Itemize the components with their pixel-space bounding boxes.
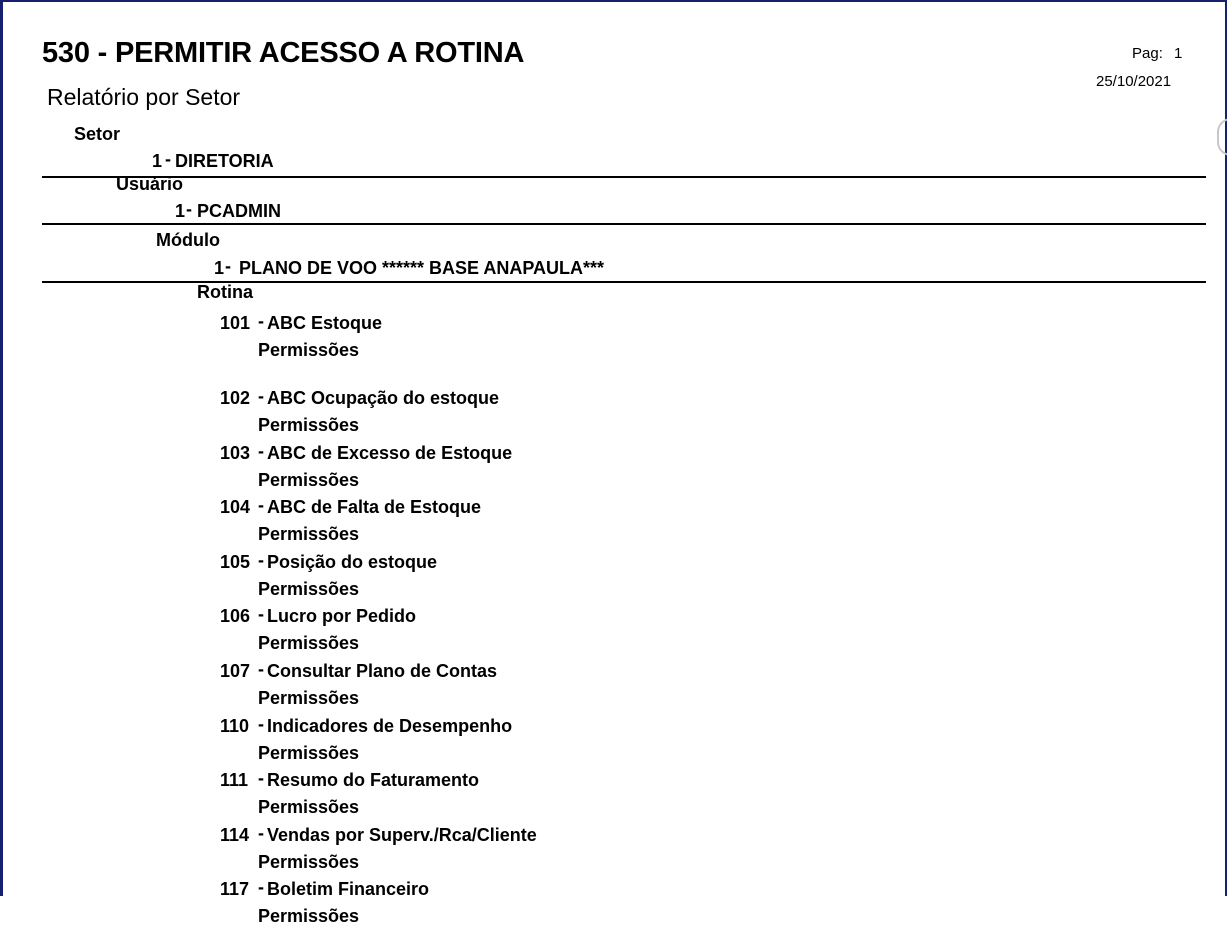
rotina-dash: - xyxy=(258,604,264,624)
rotina-code: 103 xyxy=(220,443,251,463)
rotina-dash: - xyxy=(258,877,264,897)
usuario-name: PCADMIN xyxy=(197,201,281,221)
rotina-code: 117 xyxy=(220,879,250,899)
rotina-name: ABC de Falta de Estoque xyxy=(267,497,482,517)
report-title: 530 - PERMITIR ACESSO A ROTINA xyxy=(42,37,525,69)
divider-setor xyxy=(42,176,1206,178)
page-label: Pag: xyxy=(1132,45,1163,62)
rotina-name: Posição do estoque xyxy=(267,552,438,572)
divider-usuario xyxy=(42,223,1206,225)
modulo-dash: - xyxy=(225,256,231,276)
rotina-name: Lucro por Pedido xyxy=(267,606,417,626)
rotina-name: Vendas por Superv./Rca/Cliente xyxy=(267,825,537,845)
rotina-name: Resumo do Faturamento xyxy=(267,770,480,790)
rotina-dash: - xyxy=(258,441,264,461)
rotina-permissions-label: Permissões xyxy=(258,852,360,872)
rotina-code: 106 xyxy=(220,606,251,626)
rotina-permissions-label: Permissões xyxy=(258,415,360,435)
rotina-code: 110 xyxy=(220,716,250,736)
rotina-dash: - xyxy=(258,386,264,406)
usuario-header: Usuário xyxy=(116,174,184,194)
rotina-permissions-label: Permissões xyxy=(258,688,360,708)
page-number: 1 xyxy=(1174,45,1183,62)
report-subtitle: Relatório por Setor xyxy=(47,84,241,110)
rotina-permissions-label: Permissões xyxy=(258,340,360,360)
rotina-code: 101 xyxy=(220,313,251,333)
modulo-code: 1 xyxy=(214,258,225,278)
rotina-dash: - xyxy=(258,823,264,843)
rotina-dash: - xyxy=(258,768,264,788)
modulo-name: PLANO DE VOO ****** BASE ANAPAULA*** xyxy=(239,258,605,278)
rotina-dash: - xyxy=(258,550,264,570)
rotina-name: ABC Estoque xyxy=(267,313,383,333)
rotina-code: 111 xyxy=(220,770,249,790)
rotina-name: Indicadores de Desempenho xyxy=(267,716,513,736)
rotina-dash: - xyxy=(258,714,264,734)
rotina-code: 105 xyxy=(220,552,251,572)
rotina-permissions-label: Permissões xyxy=(258,906,360,926)
rotina-permissions-label: Permissões xyxy=(258,797,360,817)
rotina-code: 102 xyxy=(220,388,251,408)
rotina-code: 107 xyxy=(220,661,251,681)
rotina-permissions-label: Permissões xyxy=(258,470,360,490)
scroll-edge-handle[interactable] xyxy=(1217,118,1227,156)
rotina-dash: - xyxy=(258,311,264,331)
setor-code: 1 xyxy=(152,151,163,171)
rotina-permissions-label: Permissões xyxy=(258,633,360,653)
report-date: 25/10/2021 xyxy=(1096,73,1172,90)
usuario-code: 1 xyxy=(175,201,186,221)
rotina-name: Consultar Plano de Contas xyxy=(267,661,498,681)
rotina-name: Boletim Financeiro xyxy=(267,879,430,899)
rotina-code: 114 xyxy=(220,825,250,845)
rotina-header: Rotina xyxy=(197,282,253,302)
rotina-name: ABC de Excesso de Estoque xyxy=(267,443,513,463)
rotina-name: ABC Ocupação do estoque xyxy=(267,388,500,408)
rotina-dash: - xyxy=(258,495,264,515)
usuario-dash: - xyxy=(186,199,192,219)
setor-header: Setor xyxy=(74,124,121,144)
rotina-permissions-label: Permissões xyxy=(258,524,360,544)
setor-dash: - xyxy=(165,149,171,169)
rotina-dash: - xyxy=(258,659,264,679)
rotina-permissions-label: Permissões xyxy=(258,743,360,763)
rotina-code: 104 xyxy=(220,497,251,517)
setor-name: DIRETORIA xyxy=(175,151,274,171)
rotina-permissions-label: Permissões xyxy=(258,579,360,599)
modulo-header: Módulo xyxy=(156,230,220,250)
